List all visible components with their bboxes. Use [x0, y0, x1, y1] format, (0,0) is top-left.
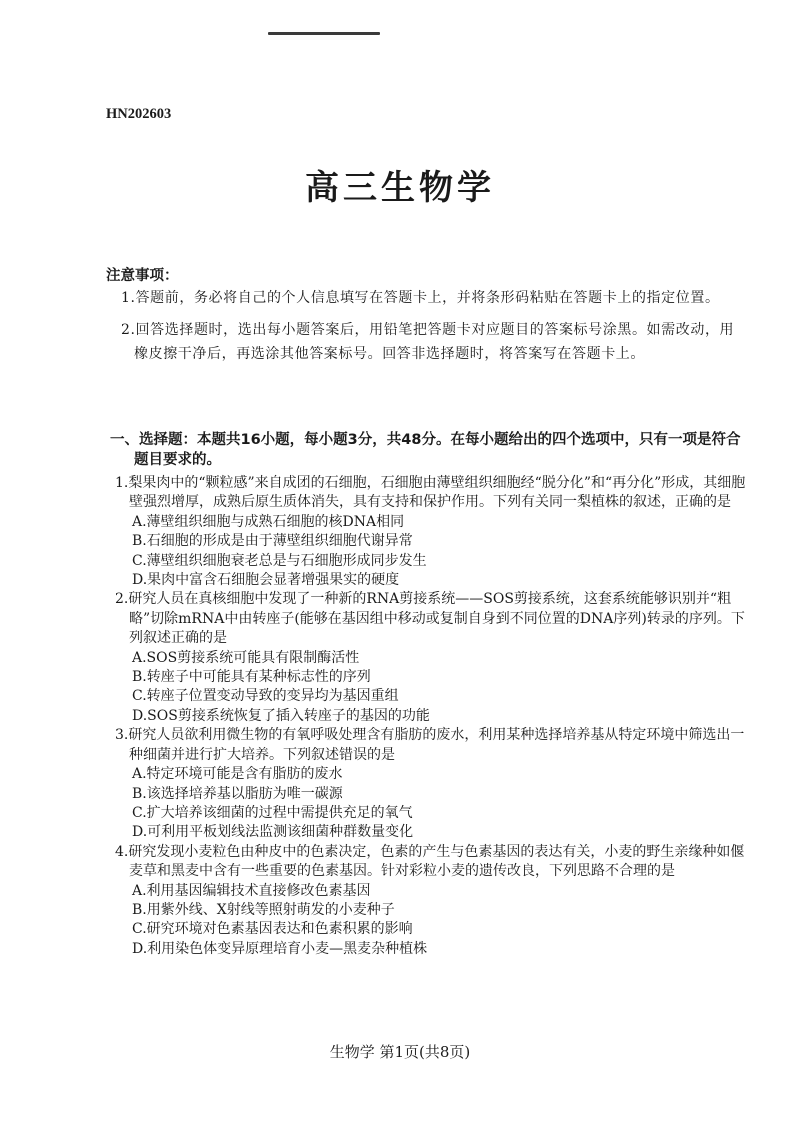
- notice-item: 1.答题前，务必将自己的个人信息填写在答题卡上，并将条形码粘贴在答题卡上的指定位置。: [121, 290, 720, 306]
- page-footer: 生物学 第1页(共8页): [329, 1043, 471, 1061]
- notice-title: 注意事项：: [106, 268, 179, 284]
- section-heading: 一、选择题：本题共16小题，每小题3分，共48分。在每小题给出的四个选项中，只有一项是符合题目要求的。: [110, 432, 741, 468]
- option-d: D.可利用平板划线法监测该细菌种群数量变化: [132, 824, 414, 841]
- option-b: B.该选择培养基以脂肪为唯一碳源: [132, 785, 343, 802]
- option-b: B.转座子中可能具有某种标志性的序列: [132, 669, 371, 686]
- option-c: C.扩大培养该细菌的过程中需提供充足的氧气: [132, 804, 413, 821]
- option-a: A.SOS剪接系统可能具有限制酶活性: [132, 649, 360, 666]
- question-stem: 3.研究人员欲利用微生物的有氧呼吸处理含有脂肪的废水，利用某种选择培养基从特定环境中筛选出一种细菌并进行扩大培养。下列叙述错误的是: [115, 727, 745, 763]
- notice-list: [121, 286, 743, 374]
- question-3: [115, 726, 749, 842]
- option-d: D.利用染色体变异原理培育小麦—黑麦杂种植株: [132, 940, 428, 957]
- option-b: B.用紫外线、X射线等照射萌发的小麦种子: [132, 901, 395, 918]
- question-stem: 2.研究人员在真核细胞中发现了一种新的RNA剪接系统——SOS剪接系统，这套系统能够识别并“粗略”切除mRNA中由转座子(能够在基因组中移动或复制自身到不同位置的DNA序列)转录的序列。下列叙述正确的是: [115, 591, 745, 647]
- question-4: [115, 843, 749, 959]
- option-a: A.薄壁组织细胞与成熟石细胞的核DNA相同: [132, 513, 405, 530]
- question-2: [115, 590, 749, 726]
- option-d: D.SOS剪接系统恢复了插入转座子的基因的功能: [132, 707, 430, 724]
- option-a: A.特定环境可能是含有脂肪的废水: [132, 766, 343, 783]
- exam-code: HN202603: [106, 106, 172, 122]
- option-c: C.研究环境对色素基因表达和色素积累的影响: [132, 921, 413, 938]
- scan-mark: [268, 32, 380, 35]
- option-c: C.转座子位置变动导致的变异均为基因重组: [132, 688, 399, 705]
- page-title: 高三生物学: [305, 168, 495, 208]
- question-stem: 1.梨果肉中的“颗粒感”来自成团的石细胞，石细胞由薄壁组织细胞经“脱分化”和“再分化”形成，其细胞壁强烈增厚，成熟后原生质体消失，具有支持和保护作用。下列有关同一梨植株的叙述，正确的是: [115, 475, 746, 511]
- option-a: A.利用基因编辑技术直接修改色素基因: [132, 882, 371, 899]
- option-b: B.石细胞的形成是由于薄壁组织细胞代谢异常: [132, 533, 413, 550]
- question-stem: 4.研究发现小麦粒色由种皮中的色素决定，色素的产生与色素基因的表达有关，小麦的野生亲缘种如偃麦草和黑麦中含有一些重要的色素基因。针对彩粒小麦的遗传改良，下列思路不合理的是: [115, 843, 745, 880]
- question-list: [115, 474, 749, 959]
- question-1: [115, 474, 749, 590]
- notice-item: 2.回答选择题时，选出每小题答案后，用铅笔把答题卡对应题目的答案标号涂黑。如需改动，用橡皮擦干净后，再选涂其他答案标号。回答非选择题时，将答案写在答题卡上。: [121, 321, 735, 362]
- option-d: D.果肉中富含石细胞会显著增强果实的硬度: [132, 572, 400, 589]
- option-c: C.薄壁组织细胞衰老总是与石细胞形成同步发生: [132, 552, 427, 569]
